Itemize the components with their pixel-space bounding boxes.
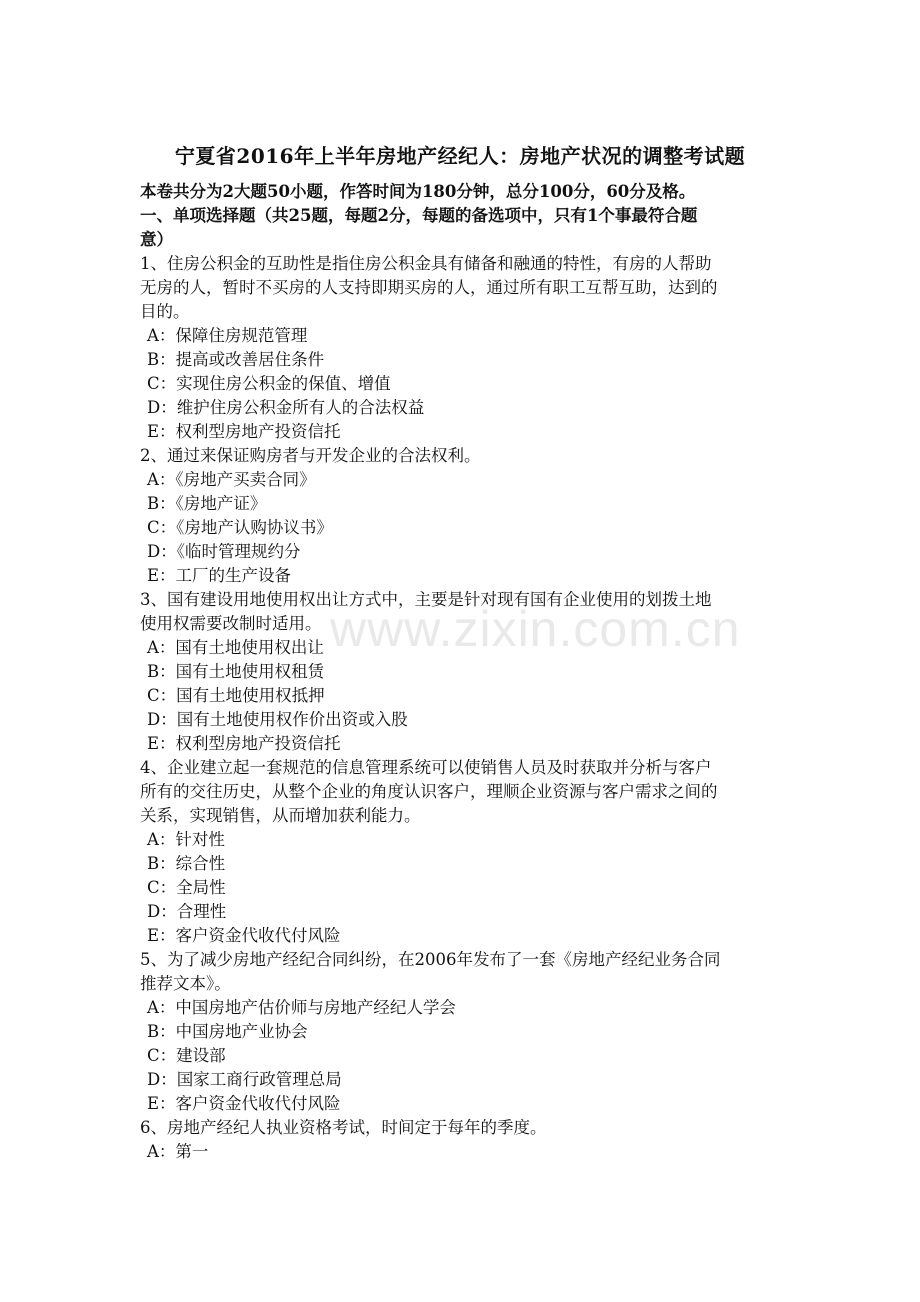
option-b: B：提高或改善居住条件 <box>147 350 325 369</box>
question-text-line: 1、住房公积金的互助性是指住房公积金具有储备和融通的特性，有房的人帮助 <box>140 254 712 273</box>
question-4 <box>140 756 790 948</box>
question-text-line: 6、房地产经纪人执业资格考试，时间定于每年的季度。 <box>140 1118 547 1137</box>
option-e: E：权利型房地产投资信托 <box>147 422 341 441</box>
question-text-line: 关系，实现销售，从而增加获利能力。 <box>140 806 421 825</box>
option-b: B：综合性 <box>147 854 226 873</box>
option-d: D：国家工商行政管理总局 <box>147 1070 342 1089</box>
watermark: www.zixin.com.cn <box>330 601 741 657</box>
option-b: B：国有土地使用权租赁 <box>147 662 325 681</box>
option-a: A：《房地产买卖合同》 <box>147 470 316 489</box>
question-text-line: 4、企业建立起一套规范的信息管理系统可以使销售人员及时获取并分析与客户 <box>140 758 712 777</box>
option-a: A：针对性 <box>147 830 225 849</box>
option-a: A：保障住房规范管理 <box>147 326 308 345</box>
question-2 <box>140 444 790 588</box>
question-6 <box>140 1116 790 1164</box>
question-text-line: 目的。 <box>140 302 190 321</box>
option-b: B：《房地产证》 <box>147 494 267 513</box>
option-e: E：权利型房地产投资信托 <box>147 734 341 753</box>
option-e: E：工厂的生产设备 <box>147 566 292 585</box>
question-5 <box>140 948 790 1116</box>
section-heading-line-2: 意） <box>140 230 173 249</box>
option-c: C：全局性 <box>147 878 226 897</box>
exam-intro: 本卷共分为2大题50小题，作答时间为180分钟，总分100分，60分及格。 <box>140 182 696 201</box>
option-a: A：第一 <box>147 1142 209 1161</box>
question-1 <box>140 252 790 444</box>
question-text-line: 使用权需要改制时适用。 <box>140 614 322 633</box>
option-c: C：《房地产认购协议书》 <box>147 518 333 537</box>
option-c: C：实现住房公积金的保值、增值 <box>147 374 391 393</box>
question-3 <box>140 588 790 756</box>
question-text-line: 5、为了减少房地产经纪合同纠纷，在2006年发布了一套《房地产经纪业务合同 <box>140 950 721 969</box>
option-e: E：客户资金代收代付风险 <box>147 1094 341 1113</box>
option-d: D：《临时管理规约分 <box>147 542 301 561</box>
question-text-line: 推荐文本》。 <box>140 974 231 993</box>
question-text-line: 所有的交往历史，从整个企业的角度认识客户，理顺企业资源与客户需求之间的 <box>140 782 718 801</box>
option-b: B：中国房地产业协会 <box>147 1022 308 1041</box>
page-title: 宁夏省2016年上半年房地产经纪人：房地产状况的调整考试题 <box>174 144 746 168</box>
option-d: D：合理性 <box>147 902 227 921</box>
option-d: D：维护住房公积金所有人的合法权益 <box>147 398 425 417</box>
question-text-line: 无房的人，暂时不买房的人支持即期买房的人，通过所有职工互帮互助，达到的 <box>140 278 718 297</box>
document-body <box>140 180 790 1164</box>
question-text-line: 3、国有建设用地使用权出让方式中，主要是针对现有国有企业使用的划拨土地 <box>140 590 712 609</box>
option-a: A：中国房地产估价师与房地产经纪人学会 <box>147 998 456 1017</box>
option-e: E：客户资金代收代付风险 <box>147 926 341 945</box>
option-d: D：国有土地使用权作价出资或入股 <box>147 710 408 729</box>
question-text-line: 2、通过来保证购房者与开发企业的合法权利。 <box>140 446 481 465</box>
option-a: A：国有土地使用权出让 <box>147 638 324 657</box>
option-c: C：建设部 <box>147 1046 226 1065</box>
section-heading-line-1: 一、单项选择题（共25题，每题2分，每题的备选项中，只有1个事最符合题 <box>140 206 698 225</box>
option-c: C：国有土地使用权抵押 <box>147 686 325 705</box>
